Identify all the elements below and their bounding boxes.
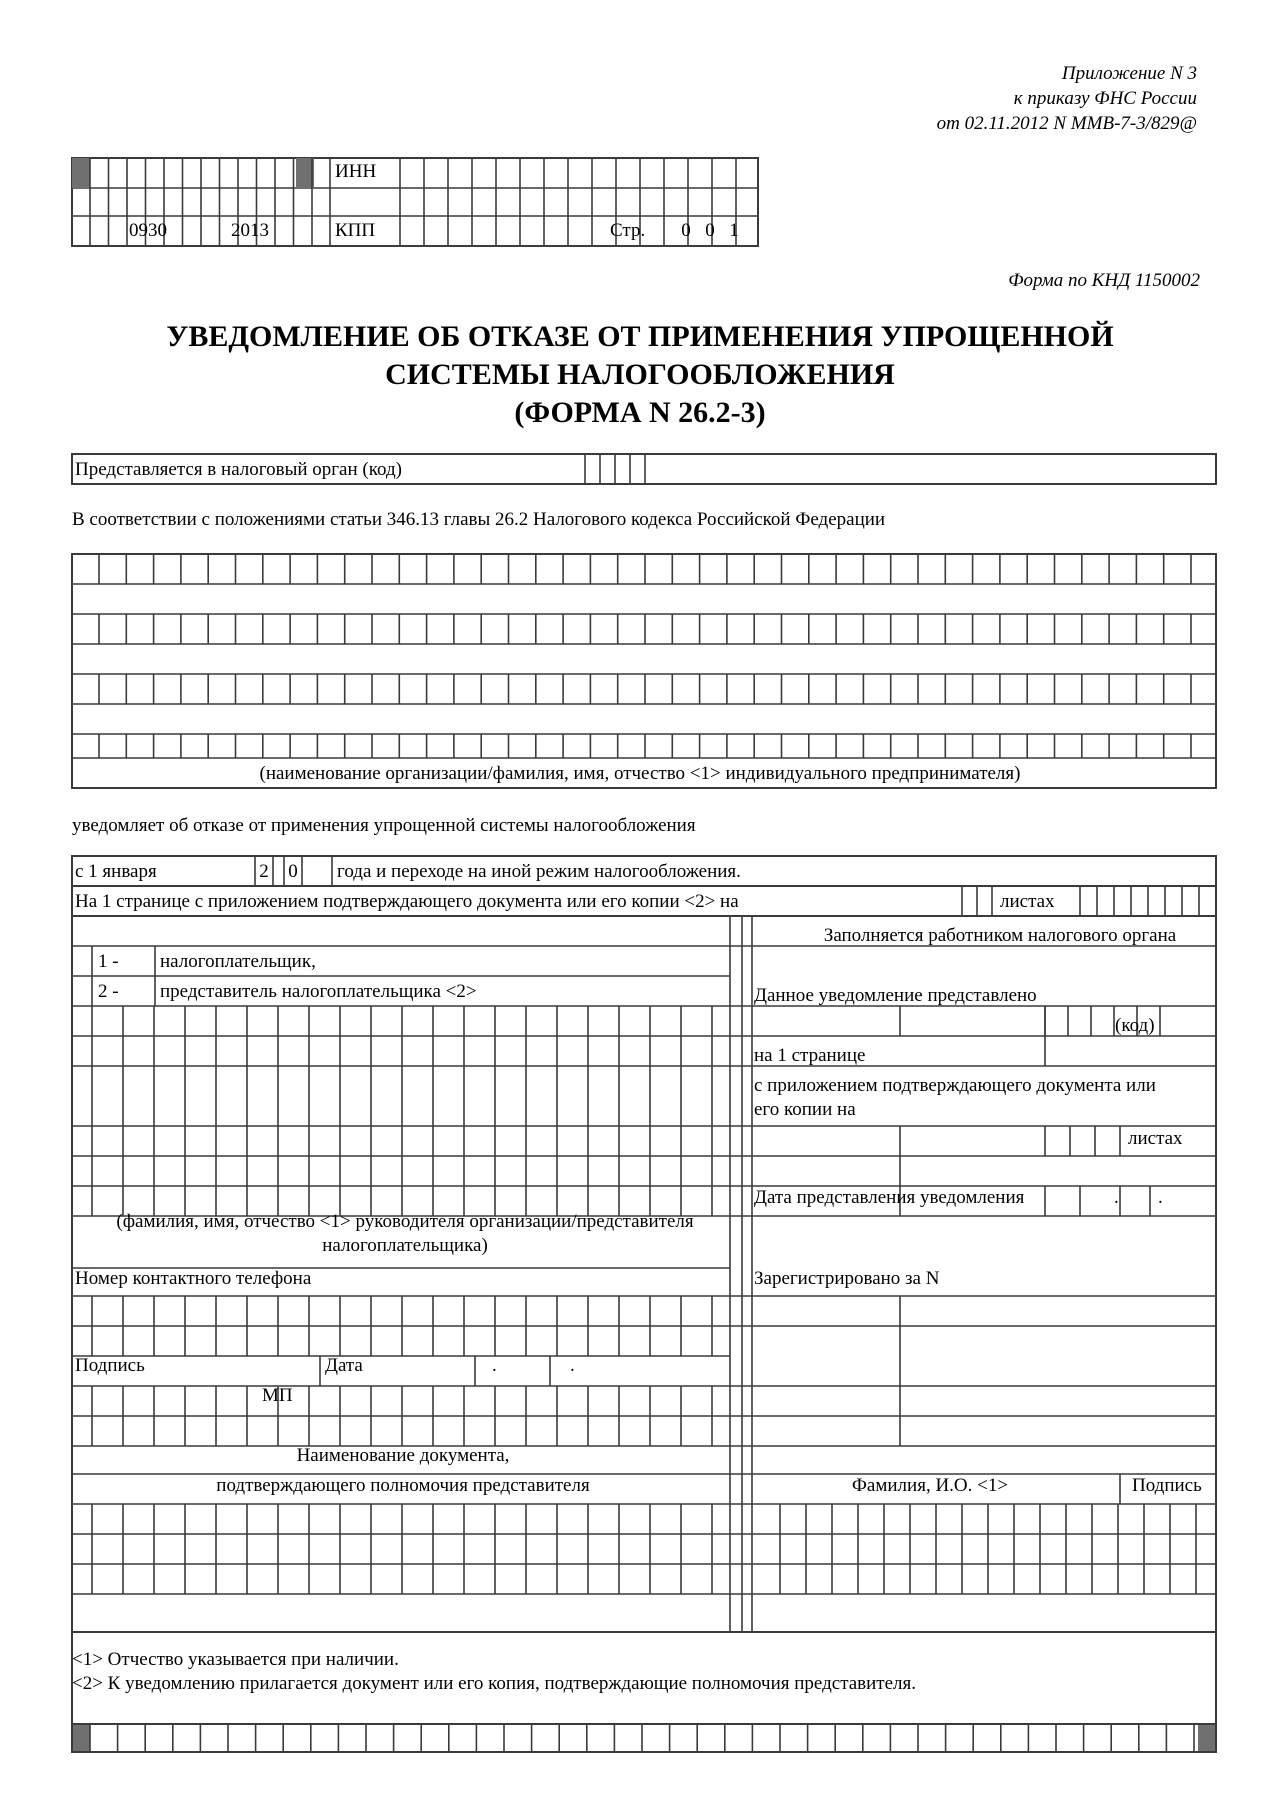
option-1-code: 1 - <box>98 951 119 972</box>
attachment-line-2: его копии на <box>754 1099 856 1120</box>
year-digit-2: 2 <box>259 861 269 882</box>
fio-caption-line-2: налогоплательщика) <box>322 1235 488 1256</box>
date-separator-1: . <box>492 1355 497 1376</box>
code-label: (код) <box>1115 1015 1155 1036</box>
code-0930: 0930 <box>129 220 167 241</box>
submission-date-dot-1: . <box>1114 1187 1119 1208</box>
right-sheets-label: листах <box>1128 1128 1183 1149</box>
form-title-line-1: УВЕДОМЛЕНИЕ ОБ ОТКАЗЕ ОТ ПРИМЕНЕНИЯ УПРОЩЕННОЙ <box>166 320 1114 353</box>
submitted-label: Данное уведомление представлено <box>754 985 1037 1006</box>
page-digit-1: 0 <box>681 220 691 241</box>
page-label: Стр. <box>610 220 646 241</box>
tax-officer-signature-label: Подпись <box>1132 1475 1202 1496</box>
fio-caption-line-1: (фамилия, имя, отчество <1> руководителя организации/представителя <box>116 1211 694 1232</box>
pages-text: На 1 странице с приложением подтверждающего документа или его копии <2> на <box>75 891 739 912</box>
date-label: Дата <box>325 1355 363 1376</box>
order-reference: к приказу ФНС России <box>1013 88 1197 109</box>
stamp-label: МП <box>262 1385 293 1406</box>
phone-label: Номер контактного телефона <box>75 1268 312 1289</box>
date-suffix: года и переходе на иной режим налогообложения. <box>337 861 741 882</box>
submission-date-dot-2: . <box>1158 1187 1163 1208</box>
tax-authority-label: Представляется в налоговый орган (код) <box>75 459 402 480</box>
kpp-label: КПП <box>335 220 376 241</box>
footnote-2: <2> К уведомлению прилагается документ или его копия, подтверждающие полномочия представителя. <box>72 1673 917 1694</box>
org-name-caption: (наименование организации/фамилия, имя, отчество <1> индивидуального предпринимателя) <box>259 763 1021 784</box>
form-title-line-2: СИСТЕМЫ НАЛОГООБЛОЖЕНИЯ <box>385 358 895 391</box>
doc-name-line-1: Наименование документа, <box>296 1445 510 1466</box>
tax-officer-fio-label: Фамилия, И.О. <1> <box>851 1475 1009 1496</box>
option-2-code: 2 - <box>98 981 119 1002</box>
page-digit-3: 1 <box>729 220 739 241</box>
page-digit-2: 0 <box>705 220 715 241</box>
notifies-text: уведомляет об отказе от применения упрощенной системы налогообложения <box>72 815 696 836</box>
option-2-label: представитель налогоплательщика <2> <box>160 981 477 1002</box>
date-separator-2: . <box>570 1355 575 1376</box>
footnote-1: <1> Отчество указывается при наличии. <box>72 1649 399 1670</box>
tax-office-header: Заполняется работником налогового органа <box>823 925 1177 946</box>
on-page-label: на 1 странице <box>754 1045 866 1066</box>
option-1-label: налогоплательщик, <box>160 951 316 972</box>
year-2013: 2013 <box>231 220 269 241</box>
registered-label: Зарегистрировано за N <box>754 1268 940 1289</box>
knd-form-code: Форма по КНД 1150002 <box>1008 270 1200 291</box>
year-digit-0: 0 <box>288 861 298 882</box>
attachment-line-1: с приложением подтверждающего документа или <box>754 1075 1156 1096</box>
form-title-line-3: (ФОРМА N 26.2-3) <box>514 396 766 429</box>
inn-label: ИНН <box>335 161 377 182</box>
order-date: от 02.11.2012 N ММВ-7-3/829@ <box>936 113 1197 134</box>
appendix-number: Приложение N 3 <box>1061 63 1197 84</box>
submission-date-label: Дата представления уведомления <box>754 1187 1025 1208</box>
pages-sheets-label: листах <box>1000 891 1055 912</box>
date-prefix: с 1 января <box>75 861 157 882</box>
doc-name-line-2: подтверждающего полномочия представителя <box>216 1475 590 1496</box>
legal-basis-text: В соответствии с положениями статьи 346.13 главы 26.2 Налогового кодекса Российской Федерации <box>72 509 886 530</box>
signature-label: Подпись <box>75 1355 145 1376</box>
